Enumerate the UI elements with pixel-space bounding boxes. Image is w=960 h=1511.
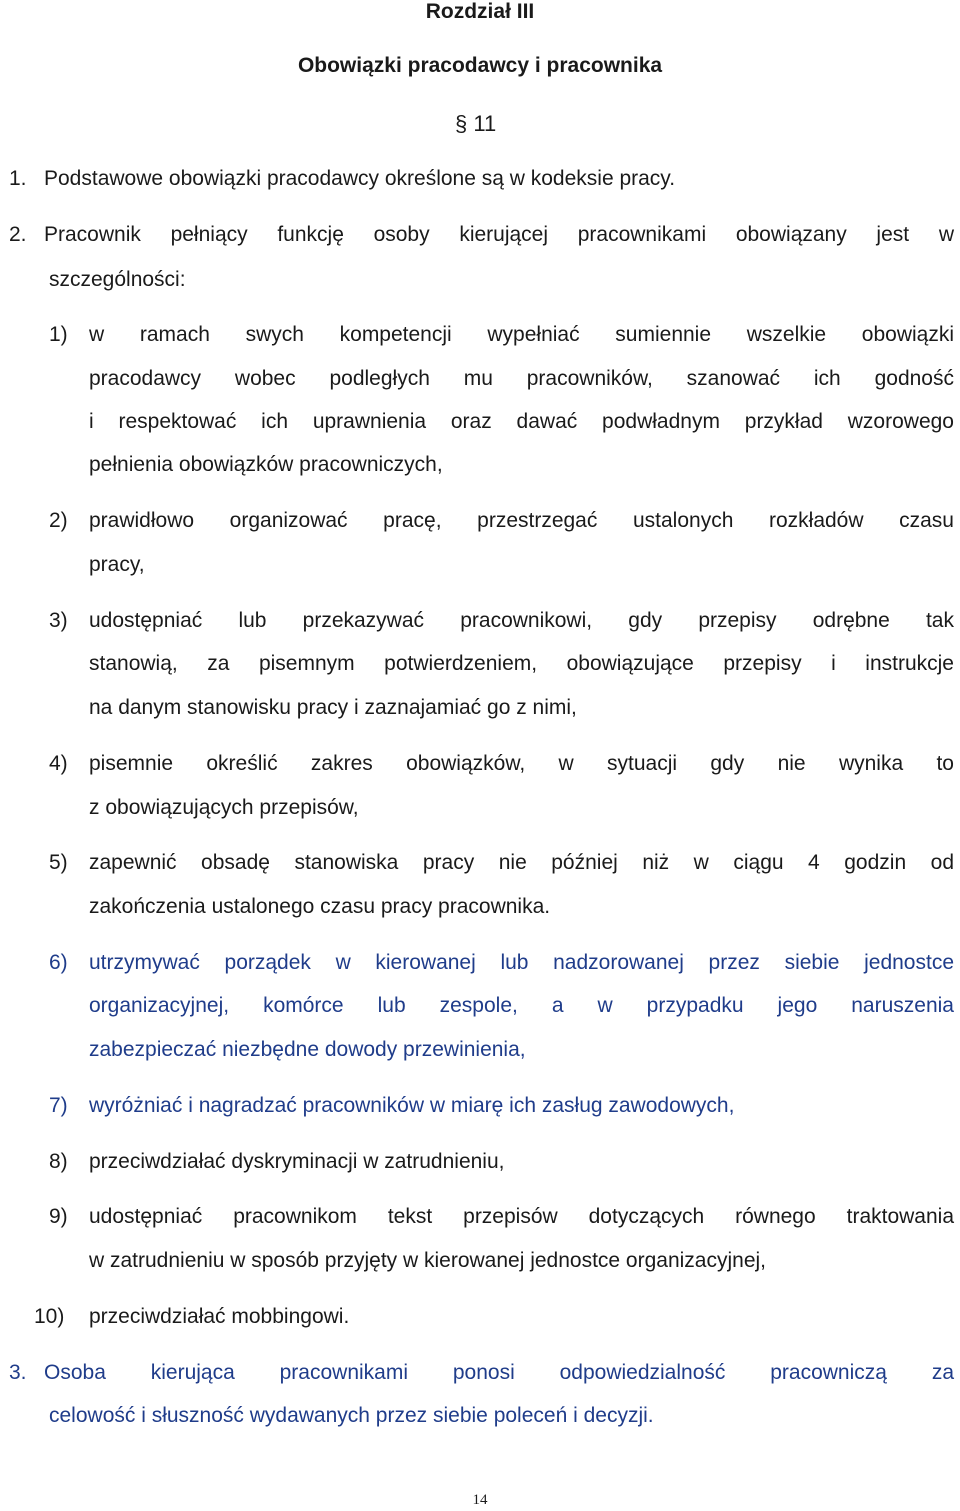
item-number: 4) <box>49 752 68 775</box>
item-line: wyróżniać i nagradzać pracowników w miarę ich zasług zawodowych, <box>89 1094 735 1117</box>
chapter-number: Rozdział III <box>425 0 535 23</box>
paragraph-number: 3. <box>9 1361 27 1384</box>
item-line: w ramach swych kompetencji wypełniać sumiennie wszelkie obowiązki <box>89 323 954 346</box>
item-number: 3) <box>49 609 68 632</box>
item-line: pełnienia obowiązków pracowniczych, <box>89 453 443 476</box>
item-number: 9) <box>49 1205 68 1228</box>
paragraph-line: Osoba kierująca pracownikami ponosi odpowiedzialność pracowniczą za <box>44 1361 954 1384</box>
item-number: 2) <box>49 509 68 532</box>
section-heading: § 11 <box>455 111 497 136</box>
item-number: 6) <box>49 951 68 974</box>
item-line: udostępniać pracownikom tekst przepisów dotyczących równego traktowania <box>89 1205 954 1228</box>
item-number: 8) <box>49 1150 68 1173</box>
item-line: z obowiązujących przepisów, <box>89 796 359 819</box>
item-line: w zatrudnieniu w sposób przyjęty w kierowanej jednostce organizacyjnej, <box>89 1249 767 1272</box>
page-number: 14 <box>472 1492 488 1508</box>
item-line: stanowią, za pisemnym potwierdzeniem, obowiązujące przepisy i instrukcje <box>89 652 954 675</box>
paragraph-number: 1. <box>9 167 27 190</box>
paragraph-number: 2. <box>9 223 27 246</box>
paragraph-line: Podstawowe obowiązki pracodawcy określone są w kodeksie pracy. <box>44 167 676 190</box>
item-number: 5) <box>49 851 68 874</box>
item-line: przeciwdziałać dyskryminacji w zatrudnieniu, <box>89 1150 505 1173</box>
item-line: pracy, <box>89 553 145 576</box>
item-line: udostępniać lub przekazywać pracownikowi, gdy przepisy odrębne tak <box>89 609 954 632</box>
paragraph-line: Pracownik pełniący funkcję osoby kierującej pracownikami obowiązany jest w <box>44 223 954 246</box>
item-line: zakończenia ustalonego czasu pracy pracownika. <box>89 895 551 918</box>
item-line: na danym stanowisku pracy i zaznajamiać go z nimi, <box>89 696 577 719</box>
item-line: zabezpieczać niezbędne dowody przewinienia, <box>89 1038 526 1061</box>
item-line: pracodawcy wobec podległych mu pracowników, szanować ich godność <box>89 367 954 390</box>
item-number: 1) <box>49 323 68 346</box>
paragraph-line: celowość i słuszność wydawanych przez siebie poleceń i decyzji. <box>49 1404 654 1427</box>
item-line: organizacyjnej, komórce lub zespole, a w przypadku jego naruszenia <box>89 994 954 1017</box>
item-line: przeciwdziałać mobbingowi. <box>89 1305 350 1328</box>
chapter-title: Obowiązki pracodawcy i pracownika <box>297 54 663 77</box>
item-line: prawidłowo organizować pracę, przestrzegać ustalonych rozkładów czasu <box>89 509 954 532</box>
item-line: zapewnić obsadę stanowiska pracy nie później niż w ciągu 4 godzin od <box>89 851 954 874</box>
item-line: pisemnie określić zakres obowiązków, w sytuacji gdy nie wynika to <box>89 752 954 775</box>
item-number: 10) <box>34 1305 65 1328</box>
item-number: 7) <box>49 1094 68 1117</box>
item-line: utrzymywać porządek w kierowanej lub nadzorowanej przez siebie jednostce <box>89 951 954 974</box>
item-line: i respektować ich uprawnienia oraz dawać podwładnym przykład wzorowego <box>89 410 954 433</box>
paragraph-line: szczególności: <box>49 268 186 291</box>
